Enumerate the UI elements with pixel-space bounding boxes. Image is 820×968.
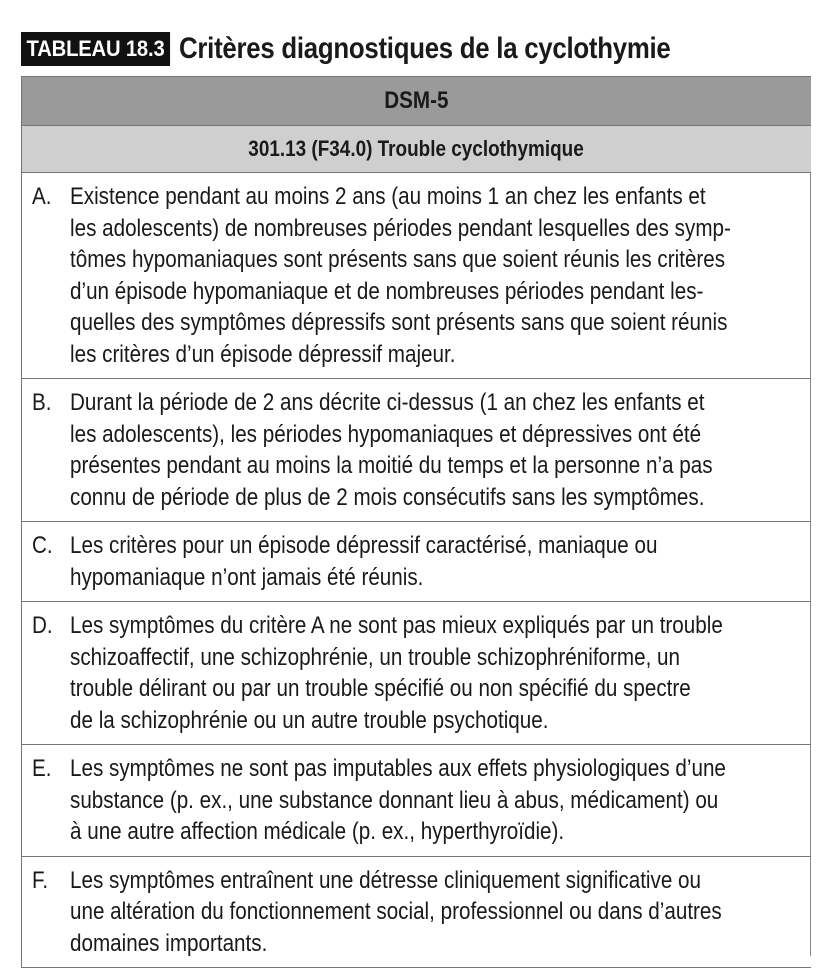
criterion-text: Existence pendant au moins 2 ans (au moins 1 an chez les enfants et les adolescents) de nombreuses périodes pendant lesquelles des symp- tômes hypomaniaques sont présents sans que soient réunis les critères d’un épisode hypomaniaque et de nombreuses périodes pendant les- quelles des symptômes dépressifs sont présents sans que soient réunis les critères d’un épisode dépressif majeur.: [70, 181, 784, 370]
table-header: DSM-5: [384, 87, 448, 115]
table-number-label: TABLEAU 18.3: [21, 32, 170, 66]
criterion-text: Les symptômes du critère A ne sont pas mieux expliqués par un trouble schizoaffectif, une schizophrénie, un trouble schizophréniforme, un trouble délirant ou par un trouble spécifié ou non spécifié du spectre de la schizophrénie ou un autre trouble psychotique.: [70, 610, 784, 736]
criterion-letter: A.: [32, 181, 65, 370]
table-heading: Critères diagnostiques de la cyclothymie: [179, 32, 671, 66]
criterion-text: Durant la période de 2 ans décrite ci-dessus (1 an chez les enfants et les adolescents), les périodes hypomaniaques et dépressives ont été présentes pendant au moins la moitié du temps et la personne n’a pas connu de période de plus de 2 mois consécutifs sans les symptômes.: [70, 387, 784, 513]
criterion-row-d: [22, 602, 811, 745]
criterion-letter: F.: [32, 865, 65, 960]
criterion-row-a: [22, 173, 811, 379]
criterion-text: Les symptômes ne sont pas imputables aux effets physiologiques d’une substance (p. ex., une substance donnant lieu à abus, médicament) ou à une autre affection médicale (p. ex., hyperthyroïdie).: [70, 753, 784, 848]
table-subheader-row: [22, 126, 811, 173]
table-subheader: 301.13 (F34.0) Trouble cyclothymique: [249, 136, 584, 162]
criterion-row-b: [22, 379, 811, 522]
criterion-row-e: [22, 745, 811, 857]
criterion-letter: D.: [32, 610, 65, 736]
table-header-row: [22, 76, 811, 126]
criterion-row-c: [22, 522, 811, 602]
criterion-text: Les critères pour un épisode dépressif caractérisé, maniaque ou hypomaniaque n’ont jamais été réunis.: [70, 530, 784, 593]
criterion-text: Les symptômes entraînent une détresse cliniquement significative ou une altération du fonctionnement social, professionnel ou dans d’autres domaines importants.: [70, 865, 784, 960]
criterion-letter: E.: [32, 753, 65, 848]
criterion-row-f: [22, 857, 811, 968]
criteria-table: [21, 76, 820, 968]
table-title: [21, 30, 751, 68]
criterion-letter: B.: [32, 387, 65, 513]
criterion-letter: C.: [32, 530, 65, 593]
